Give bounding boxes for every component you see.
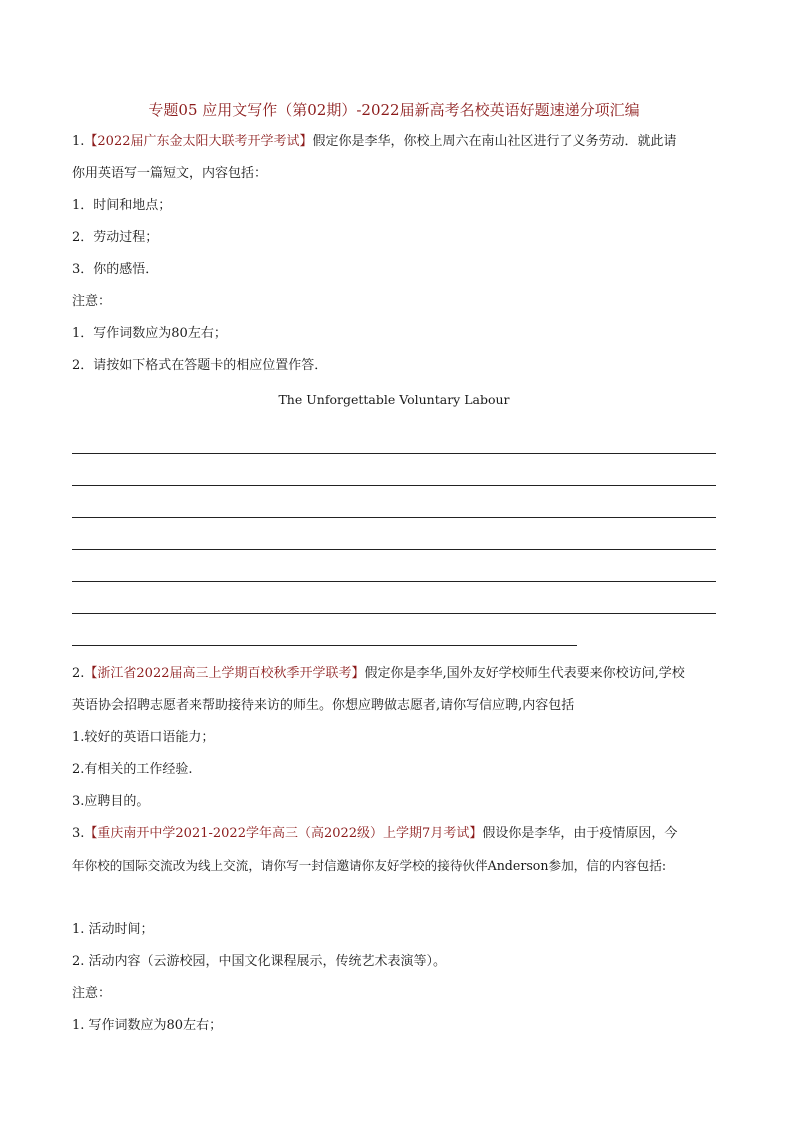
q1-note: 2．请按如下格式在答题卡的相应位置作答． [72, 358, 328, 373]
q3-note: 1. 写作词数应为80左右； [72, 1018, 223, 1033]
q1-note-label: 注意： [72, 294, 112, 309]
q2-source: 【浙江省2022届高三上学期百校秋季开学联考】 [84, 666, 365, 681]
q2-item: 3.应聘目的。 [72, 794, 150, 809]
q1-note: 1．写作词数应为80左右； [72, 326, 227, 341]
answer-line [72, 550, 716, 582]
q2-prompt-text-1: 假定你是李华,国外友好学校师生代表要来你校访问,学校 [364, 666, 685, 681]
q3-item: 1. 活动时间； [72, 922, 154, 937]
answer-line [72, 454, 716, 486]
answer-line [72, 582, 716, 614]
q1-item: 3．你的感悟． [72, 262, 159, 277]
q1-number: 1. [72, 134, 85, 149]
q3-note-label: 注意： [72, 986, 112, 1001]
q3-prompt-line-1 [72, 818, 716, 850]
q1-source: 【2022届广东金太阳大联考开学考试】 [84, 134, 313, 149]
q2-item: 1.较好的英语口语能力； [72, 730, 215, 745]
q1-prompt-text-1: 假定你是李华，你校上周六在南山社区进行了义务劳动．就此请 [312, 134, 677, 149]
q1-prompt-line-2: 你用英语写一篇短文，内容包括： [72, 166, 268, 181]
answer-line [72, 422, 716, 454]
document-page [72, 96, 716, 1042]
q3-source: 【重庆南开中学2021-2022学年高三（高2022级）上学期7月考试】 [84, 826, 483, 841]
q1-item: 1．时间和地点； [72, 198, 172, 213]
q3-prompt-line-2: 年你校的国际交流改为线上交流，请你写一封信邀请你友好学校的接待伙伴Anderson参加，信的内容包括: [72, 858, 667, 873]
q3-item: 2. 活动内容（云游校园，中国文化课程展示，传统艺术表演等）。 [72, 954, 447, 969]
q2-prompt-line-1 [72, 658, 716, 690]
question-2 [72, 658, 716, 818]
question-1 [72, 126, 716, 646]
answer-line [72, 486, 716, 518]
q1-item: 2．劳动过程； [72, 230, 159, 245]
answer-line-last [72, 614, 577, 646]
q1-essay-title: The Unforgettable Voluntary Labour [278, 392, 510, 407]
q2-item: 2.有相关的工作经验. [72, 762, 193, 777]
answer-lines [72, 422, 716, 646]
answer-line [72, 518, 716, 550]
question-3 [72, 818, 716, 1042]
q2-number: 2. [72, 666, 85, 681]
q2-prompt-line-2: 英语协会招聘志愿者来帮助接待来访的师生。你想应聘做志愿者,请你写信应聘,内容包括 [72, 698, 575, 713]
q3-prompt-text-1: 假设你是李华，由于疫情原因，今 [482, 826, 678, 841]
q3-number: 3. [72, 826, 85, 841]
document-title: 专题05 应用文写作（第02期）-2022届新高考名校英语好题速递分项汇编 [148, 101, 640, 119]
q1-prompt-line-1 [72, 126, 716, 158]
